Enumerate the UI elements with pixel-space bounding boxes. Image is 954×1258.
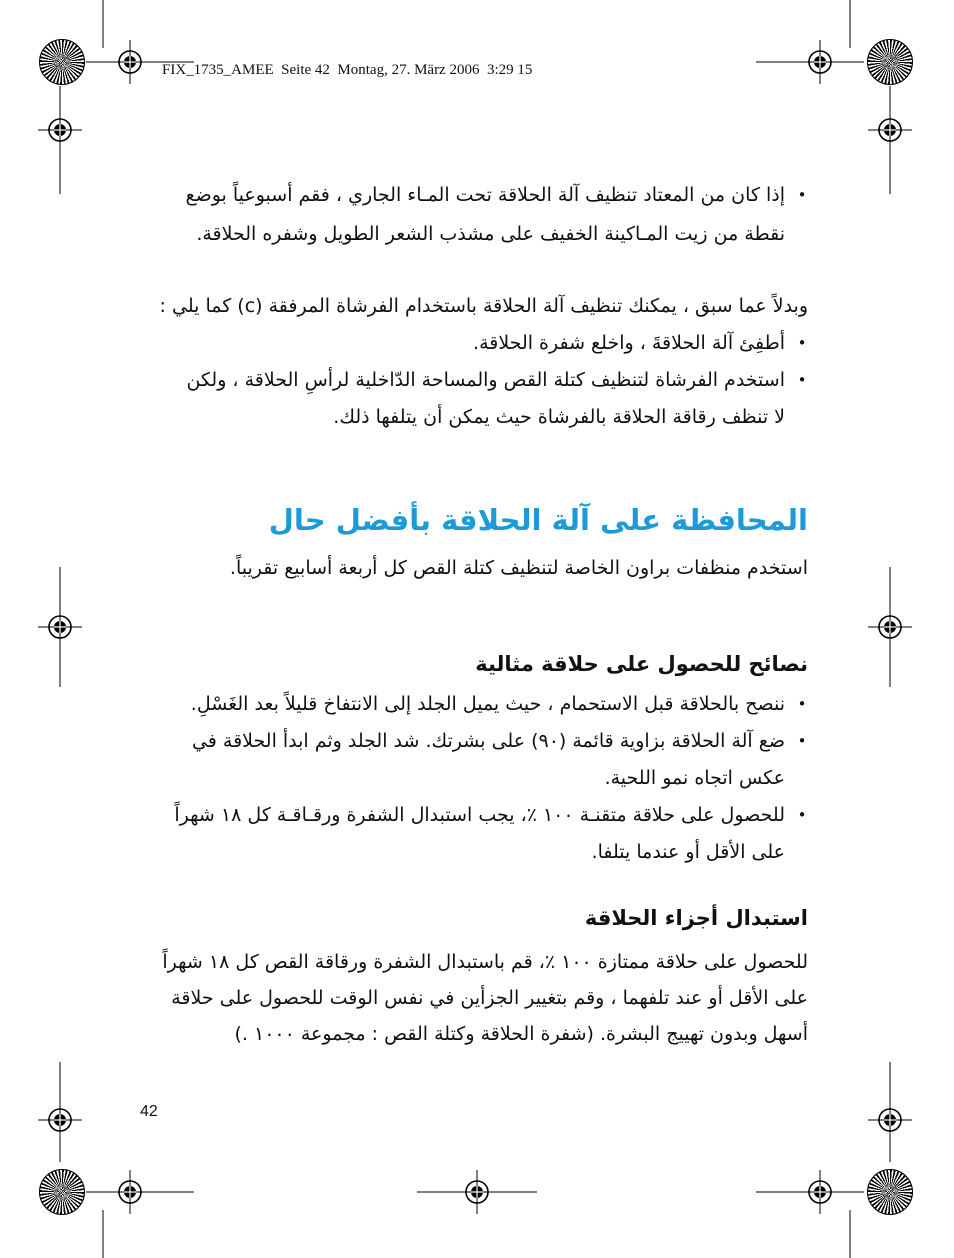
section-heading-replacement: استبدال أجزاء الحلاقة xyxy=(584,906,808,930)
text-line: نقطة من زيت المـاكينة الخفيف على مشذب الشعر الطويل وشفره الحلاقة. xyxy=(196,223,785,245)
list-item xyxy=(145,723,808,797)
bullet-glyph: • xyxy=(797,806,807,824)
section-heading-tips: نصائح للحصول على حلاقة مثالية xyxy=(475,652,808,676)
starburst-mark xyxy=(867,1169,913,1215)
registration-target xyxy=(108,40,152,84)
registration-target xyxy=(798,40,842,84)
page-number: 42 xyxy=(140,1103,158,1120)
list-item xyxy=(145,176,808,254)
care-text xyxy=(145,550,808,587)
text-line: وبدلاً عما سبق ، يمكنك تنظيف آلة الحلاقة باستخدام الفرشاة المرفقة (c) كما يلي : xyxy=(159,295,808,317)
tips-list xyxy=(145,686,808,871)
registration-target xyxy=(455,1170,499,1214)
replacement-section xyxy=(145,900,808,936)
care-section xyxy=(145,497,808,543)
registration-target xyxy=(868,108,912,152)
registration-target xyxy=(108,1170,152,1214)
brush-intro xyxy=(145,288,808,325)
rinse-tip xyxy=(145,176,808,254)
bullet-glyph: • xyxy=(797,371,807,389)
text-line: ننصح بالحلاقة قبل الاستحمام ، حيث يميل الجلد إلى الانتفاخ قليلاً بعد الغَسْلِ. xyxy=(190,693,785,715)
registration-target xyxy=(868,1098,912,1142)
text-line: أطفِئ آلة الحلاقةَ ، واخلع شفرة الحلاقة. xyxy=(473,332,785,354)
bullet-glyph: • xyxy=(797,186,807,204)
list-item xyxy=(145,686,808,723)
text-line: استخدم الفرشاة لتنظيف كتلة القص والمساحة الدّاخلية لرأسِ الحلاقة ، ولكن xyxy=(186,369,785,391)
list-item xyxy=(145,362,808,436)
registration-target xyxy=(38,108,82,152)
bullet-glyph: • xyxy=(797,732,807,750)
text-line: أسهل وبدون تهييج البشرة. (شفرة الحلاقة وكتلة القص : مجموعة ١٠٠٠ .) xyxy=(234,1023,808,1045)
text-line: عكس اتجاه نمو اللحية. xyxy=(604,767,785,789)
text-line: إذا كان من المعتاد تنظيف آلة الحلاقة تحت المـاء الجاري ، فقم أسبوعياً بوضع xyxy=(185,184,785,206)
text-line: لا تنظف رقاقة الحلاقة بالفرشاة حيث يمكن أن يتلفها ذلك. xyxy=(333,406,785,428)
text-line: للحصول على حلاقة متقنـة ١٠٠ ٪، يجب استبدال الشفرة ورقـاقـة كل ١٨ شهراً xyxy=(174,804,785,826)
list-item xyxy=(145,325,808,362)
section-heading-care: المحافظة على آلة الحلاقة بأفضل حال xyxy=(268,503,808,537)
starburst-mark xyxy=(867,39,913,85)
brush-steps xyxy=(145,325,808,436)
text-line: على الأقل أو عند تلفهما ، وقم بتغيير الجزأين في نفس الوقت للحصول على حلاقة xyxy=(171,987,808,1009)
registration-target xyxy=(38,605,82,649)
starburst-mark xyxy=(39,39,85,85)
list-item xyxy=(145,797,808,871)
registration-target xyxy=(868,605,912,649)
text-line: استخدم منظفات براون الخاصة لتنظيف كتلة القص كل أربعة أسابيع تقريباً. xyxy=(229,557,808,579)
registration-target xyxy=(798,1170,842,1214)
starburst-mark xyxy=(39,1169,85,1215)
replacement-text xyxy=(145,944,808,1052)
text-line: للحصول على حلاقة ممتازة ١٠٠ ٪، قم باستبدال الشفرة ورقاقة القص كل ١٨ شهراً xyxy=(162,951,808,973)
text-line: ضع آلة الحلاقة بزاوية قائمة (٩٠) على بشرتك. شد الجلد وثم ابدأ الحلاقة في xyxy=(191,730,785,752)
tips-section xyxy=(145,646,808,682)
text-line: على الأقل أو عندما يتلفا. xyxy=(591,841,785,863)
bullet-glyph: • xyxy=(797,695,807,713)
registration-target xyxy=(38,1098,82,1142)
bullet-glyph: • xyxy=(797,334,807,352)
print-slug: FIX_1735_AMEE Seite 42 Montag, 27. März 2006 3:29 15 xyxy=(162,62,533,78)
